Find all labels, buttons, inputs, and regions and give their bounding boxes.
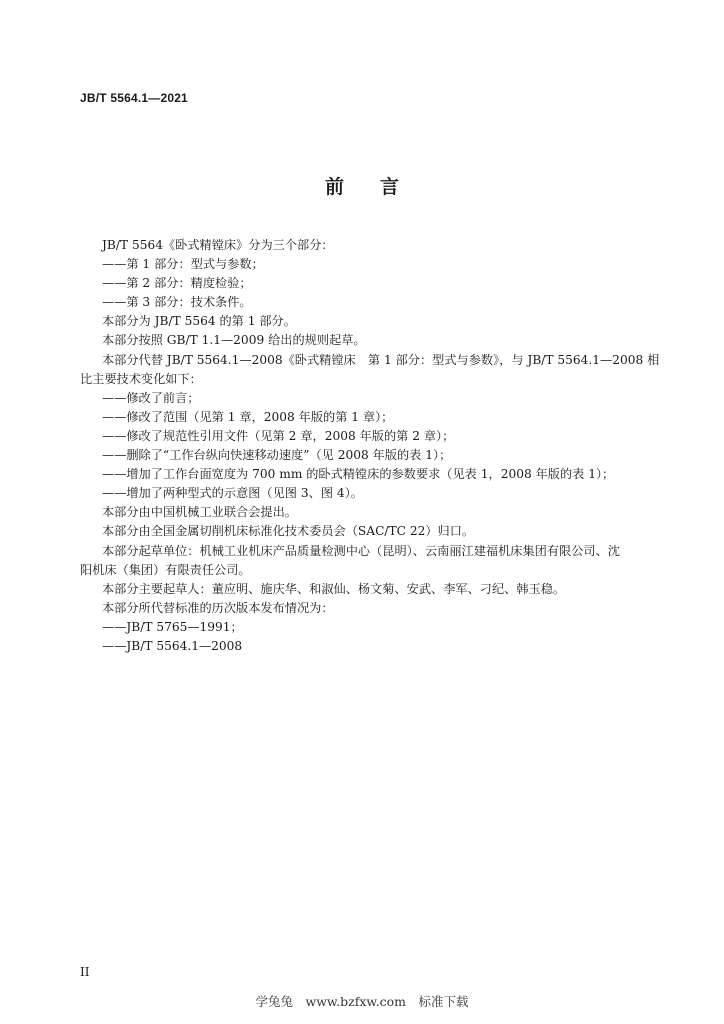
site-footer: 学兔兔 www.bzfxw.com 标准下载	[255, 994, 469, 1009]
list-item: ——JB/T 5564.1—2008	[102, 638, 243, 653]
list-item: ——修改了规范性引用文件（见第 2 章，2008 年版的第 2 章）；	[102, 428, 455, 443]
paragraph-line: 本部分主要起草人：董应明、施庆华、和淑仙、杨文菊、安武、李军、刁纪、韩玉稳。	[102, 581, 566, 596]
page-number: II	[80, 965, 90, 979]
paragraph-continuation: 阳机床（集团）有限责任公司。	[80, 562, 251, 577]
paragraph-line: 本部分由中国机械工业联合会提出。	[102, 505, 297, 520]
paragraph-continuation: 比主要技术变化如下：	[80, 371, 202, 386]
list-item: ——第 2 部分：精度检验；	[102, 276, 252, 291]
paragraph-line: JB/T 5564《卧式精镗床》分为三个部分：	[102, 238, 334, 252]
paragraph-line: 本部分由全国金属切削机床标准化技术委员会（SAC/TC 22）归口。	[102, 524, 475, 539]
paragraph-line: 本部分按照 GB/T 1.1—2009 给出的规则起草。	[102, 333, 366, 348]
list-item: ——第 1 部分：型式与参数；	[102, 257, 264, 272]
paragraph-line: 本部分所代替标准的历次版本发布情况为：	[102, 600, 334, 615]
paragraph-line: 本部分起草单位：机械工业机床产品质量检测中心（昆明）、云南丽江建福机床集团有限公司、沈	[102, 543, 620, 558]
list-item: ——删除了“工作台纵向快速移动速度”（见 2008 年版的表 1）；	[102, 448, 452, 463]
list-item: ——JB/T 5765—1991；	[102, 619, 243, 634]
list-item: ——增加了工作台面宽度为 700 mm 的卧式精镗床的参数要求（见表 1，2008 年版的表 1）；	[102, 467, 615, 482]
page-title: 前言	[324, 176, 435, 198]
paragraph-line: 本部分代替 JB/T 5564.1—2008《卧式精镗床 第 1 部分：型式与参数》，与 JB/T 5564.1—2008 相	[102, 352, 660, 367]
list-item: ——第 3 部分：技术条件。	[102, 295, 252, 310]
list-item: ——修改了前言；	[102, 390, 200, 405]
paragraph-line: 本部分为 JB/T 5564 的第 1 部分。	[102, 314, 296, 329]
standard-number: JB/T 5564.1—2021	[80, 91, 188, 105]
list-item: ——修改了范围（见第 1 章，2008 年版的第 1 章）；	[102, 409, 394, 424]
list-item: ——增加了两种型式的示意图（见图 3、图 4）。	[102, 486, 363, 501]
foreword-body	[80, 236, 660, 656]
